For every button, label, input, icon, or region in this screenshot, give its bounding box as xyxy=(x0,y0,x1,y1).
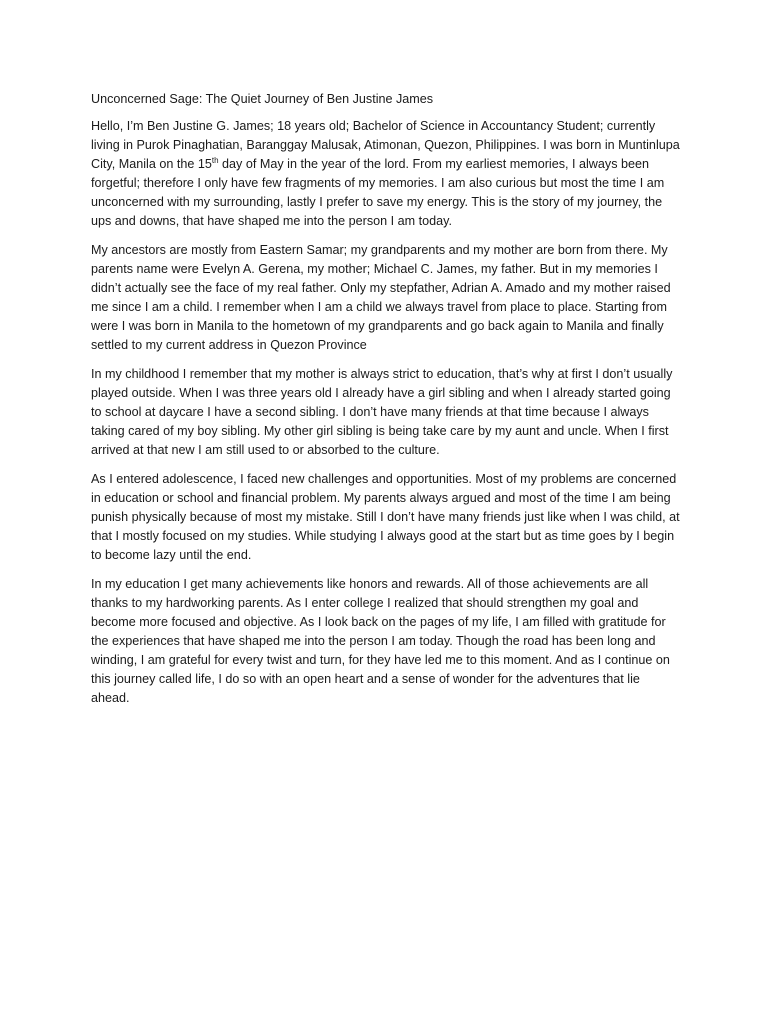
paragraph-ancestors: My ancestors are mostly from Eastern Samar; my grandparents and my mother are born from there. My parents name were Evelyn A. Gerena, my mother; Michael C. James, my father. But in my memories I didn’t actually see the face of my real father. Only my stepfather, Adrian A. Amado and my mother raised me since I am a child. I remember when I am a child we always travel from place to place. Starting from were I was born in Manila to the hometown of my grandparents and go back again to Manila and finally settled to my current address in Quezon Province xyxy=(91,243,671,352)
document-page xyxy=(91,90,681,718)
paragraph-intro xyxy=(91,117,681,231)
paragraph-education: In my education I get many achievements like honors and rewards. All of those achievements are all thanks to my hardworking parents. As I enter college I realized that should strengthen my goal and become more focused and objective. As I look back on the pages of my life, I am filled with gratitude for the experiences that have shaped me into the person I am today. Though the road has been long and winding, I am grateful for every twist and turn, for they have led me to this moment. And as I continue on this journey called life, I do so with an open heart and a sense of wonder for the adventures that lie ahead. xyxy=(91,577,670,705)
ordinal-suffix: th xyxy=(211,155,219,165)
paragraph-intro-text-2: day of May in the year of the lord. From my earliest memories, I always been forgetful; therefore I only have few fragments of my memories. I am also curious but most the time I am unconcerned with my surrounding, lastly I prefer to save my energy. This is the story of my journey, the ups and downs, that have shaped me into the person I am today. xyxy=(91,157,665,228)
paragraph-adolescence: As I entered adolescence, I faced new challenges and opportunities. Most of my problems are concerned in education or school and financial problem. My parents always argued and most of the time I am being punish physically because of most my mistake. Still I don’t have many friends just like when I was child, at that I mostly focused on my studies. While studying I always good at the start but as time goes by I begin to become lazy until the end. xyxy=(91,472,680,562)
document-title: Unconcerned Sage: The Quiet Journey of Ben Justine James xyxy=(91,92,434,106)
paragraph-childhood: In my childhood I remember that my mother is always strict to education, that’s why at first I don’t usually played outside. When I was three years old I already have a girl sibling and when I already started going to school at daycare I have a second sibling. I don’t have many friends at that time because I always taking cared of my boy sibling. My other girl sibling is being take care by my aunt and uncle. When I first arrived at that new I am still used to or absorbed to the culture. xyxy=(91,367,673,457)
paragraph-intro-text-1: Hello, I’m Ben Justine G. James; 18 years old; Bachelor of Science in Accountancy Student; currently living in Purok Pinaghatian, Baranggay Malusak, Atimonan, Quezon, Philippines. I was born in Muntinlupa City, Manila on the 15 xyxy=(91,119,680,171)
